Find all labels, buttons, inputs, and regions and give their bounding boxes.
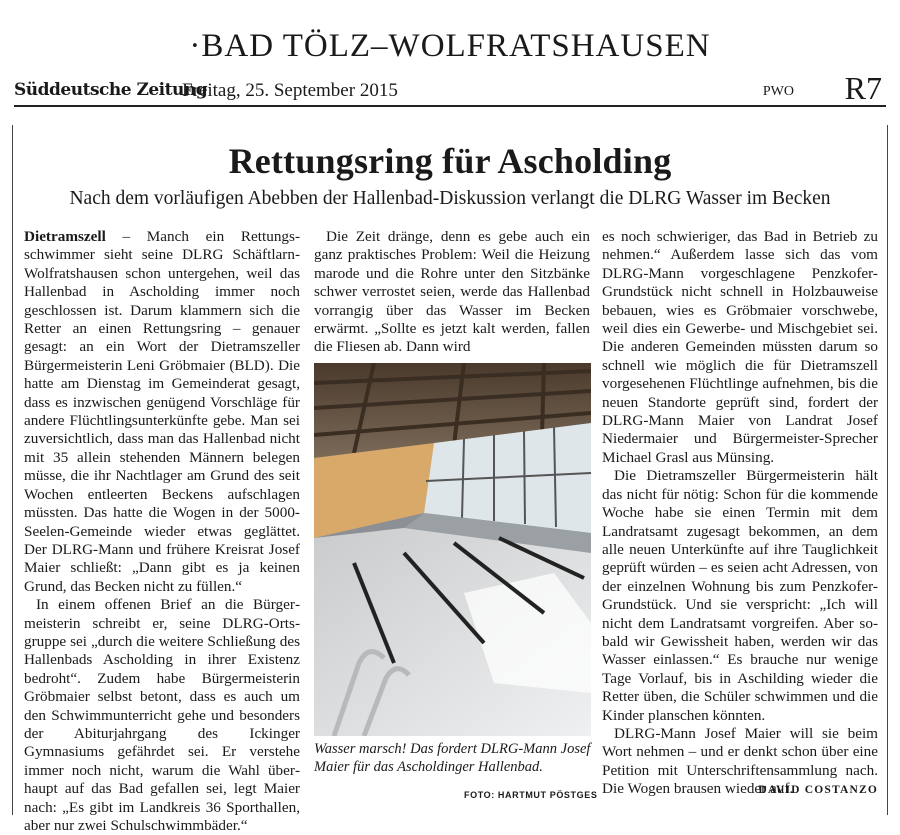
hallenbad-photo bbox=[314, 363, 591, 736]
section-title: ·BAD TÖLZ–WOLFRATSHAUSEN bbox=[189, 28, 711, 64]
article-paragraph bbox=[24, 228, 300, 596]
article-column-3 bbox=[602, 228, 878, 799]
author-byline: DAVID COSTANZO bbox=[758, 783, 878, 796]
article-paragraph: DLRG-Mann Josef Maier will sie beim Wort nehmen – und er denkt schon über eine Petition mit Unterschriftensammlung nach. Die Wogen brausen wieder auf. bbox=[602, 724, 878, 798]
edition-code: PWO bbox=[762, 84, 794, 99]
article-column-1 bbox=[24, 228, 300, 835]
article-paragraph: In einem offenen Brief an die Bürgermeisterin schreibt er, seine DLRG-Ortsgruppe sei „durch die weitere Schließung des Hallenbads Ascholding in ihrer Existenz bedroht“. Zudem habe Bürgermeisterin Gröbmaier selbst betont, dass es auch um den Schwimmunterricht gehe und besonders der Abiturjahrgang des Ickinger Gymnasiums gefährdet sei. Er verstehe immer noch nicht, warum die Wahl überhaupt auf das Bad gefallen sei, legt Maier nach: „Es gibt im Landkreis 36 Sporthallen, aber nur zwei Schulschwimmbäder.“ bbox=[24, 596, 300, 834]
page-border-left bbox=[12, 125, 13, 815]
page-number: R7 bbox=[844, 70, 882, 106]
page-border-right bbox=[887, 125, 888, 815]
newspaper-logo: Süddeutsche Zeitung bbox=[14, 80, 208, 100]
article-paragraph: Die Dietramszeller Bürgermeisterin hält das nicht für nötig: Schon für die kommende Woche habe sie einen Termin mit dem Landratsamt zugesagt bekommen, an dem alle neuen Unterkünfte auf ihre Tauglichkeit geprüft würden – es seien acht Adressen, von der einzelnen Wohnung bis zum Penzkofer-Grundstück. Und sie verspricht: „Ich will nicht dem Landratsamt vorgreifen. Aber sobald wir Gewissheit haben, werden wir das Wasser einlassen.“ Es brauche nur wenige Tage Vorlauf, bis in Aschilding wieder die Retter üben, die Schüler schwimmen und die Kinder planschen könnten. bbox=[602, 467, 878, 724]
masthead-divider bbox=[14, 105, 886, 107]
masthead bbox=[14, 72, 886, 104]
article-paragraph: es noch schwieriger, das Bad in Betrieb zu nehmen.“ Außerdem lasse sich das vom DLRG-Mann vorgeschlagene Penzkofer-Grundstück nicht schnell in Holzbauweise bebauen, wies es Gröbmaier vorschwebe, weil dies ein Gewerbe- und Mischgebiet sei. Die anderen Gemeinden müssten darum so schnell wie möglich die für Dietramszell vorgesehenen Flüchtlinge aufnehmen, bis die neuen Standorte geprüft sind, fordert der DLRG-Mann Maier von Landrat Josef Niedermaier und Bürgermeister-Sprecher Michael Grasl aus Münsing. bbox=[602, 228, 878, 466]
photo-credit: FOTO: HARTMUT PÖSTGES bbox=[464, 790, 598, 800]
empty-pool-image bbox=[314, 363, 591, 736]
paragraph-text: – Manch ein Rettungsschwimmer sieht seine DLRG Schäftlarn-Wolfratshausen schon untergehen, weil das Hallenbad in Ascholding immer noch geschlossen ist. Darum klammern sich die Retter an einen Rettungsring – genauer gesagt: an ein Wort der Dietramszeller Bürgermeisterin Leni Gröbmaier (BLD). Die hatte am Dienstag im Gemeinderat gesagt, dass es inzwischen genügend Vorschläge für andere Flüchtlingsunterkünfte gebe. Man sei zuversichtlich, dass man das Hallenbad nicht mit 35 allein stehenden Männern belegen müsse, die ihr Nachtlager am Grund des seit Wochen entleerten Beckens aufschlagen müssten. Das hatte die Wogen in der 5000-Seelen-Gemeinde wieder etwas geglättet. Der DLRG-Mann und frühere Kreisrat Josef Maier schließt: „Dann gibt es ja keinen Grund, das Becken nicht zu füllen.“ bbox=[24, 228, 300, 595]
photo-caption: Wasser marsch! Das fordert DLRG-Mann Josef Maier für das Ascholdinger Hallenbad. bbox=[314, 741, 591, 775]
article-subheadline: Nach dem vorläufigen Abebben der Hallenbad-Diskussion verlangt die DLRG Wasser im Becken bbox=[69, 188, 831, 209]
article-headline: Rettungsring für Ascholding bbox=[228, 141, 672, 181]
dateline: Dietramszell bbox=[24, 228, 106, 245]
article-column-2 bbox=[314, 228, 590, 357]
article-paragraph: Die Zeit dränge, denn es gebe auch ein ganz praktisches Problem: Weil die Heizung marode und die Rohre unter den Sitzbänke schwer verrostet seien, werde das Hallenbad vorrangig über das Wasser im Becken erwärmt. „Sollte es jetzt kalt werden, fallen die Fliesen ab. Dann wird bbox=[314, 228, 590, 356]
publication-date: Freitag, 25. September 2015 bbox=[182, 80, 398, 101]
